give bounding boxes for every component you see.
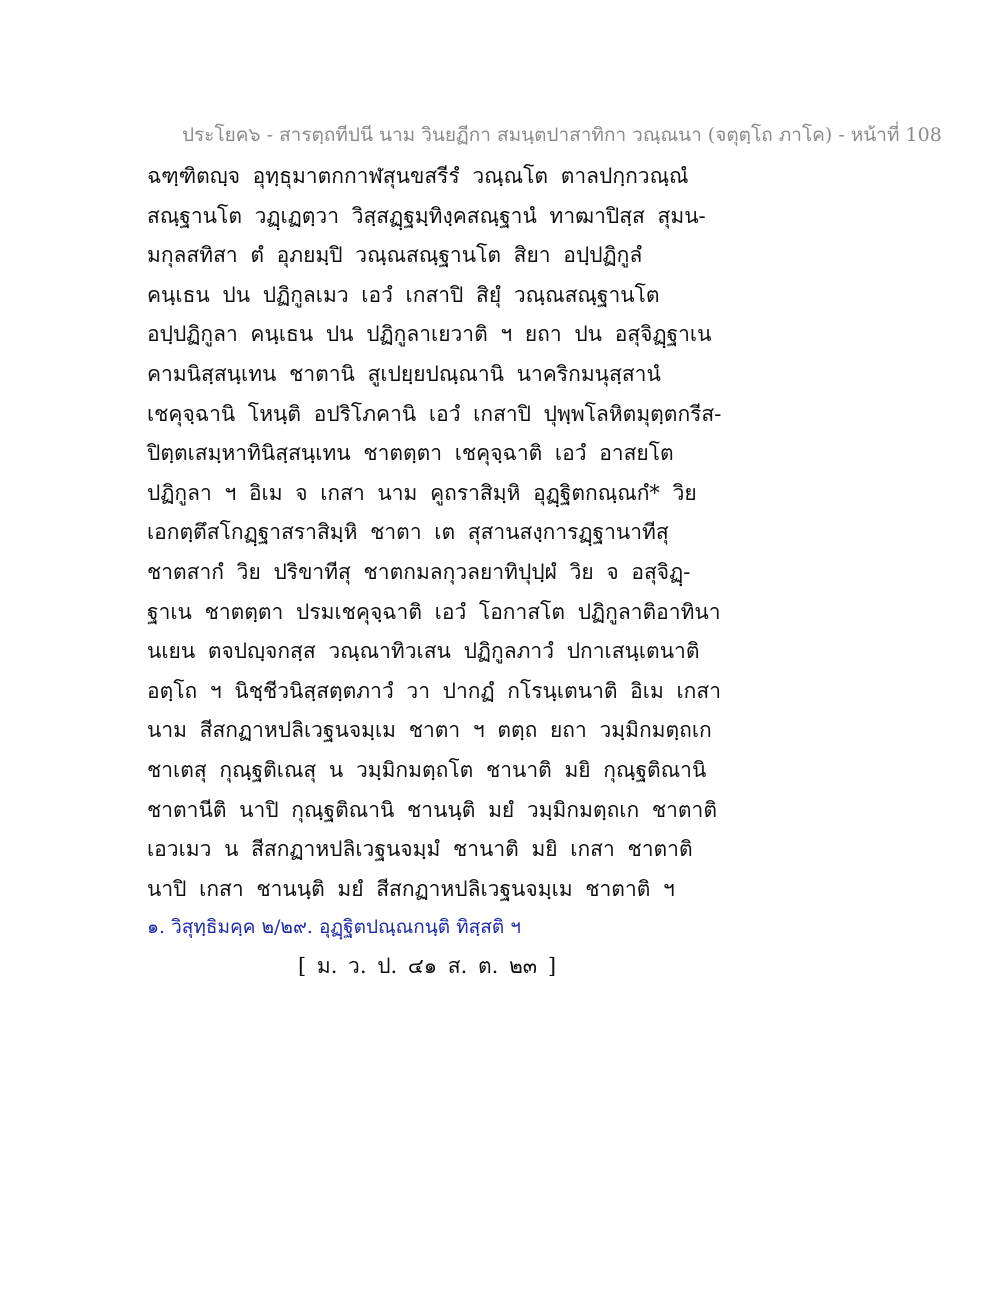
body-line: ชาตสากํ วิย ปริขาทีสุ ชาตกมลกุวลยาทิปุปฺผํ วิย จ อสุจิฏฺ- [147, 559, 691, 584]
body-line: ชาตานีติ นาปิ กุณฺฐติณานิ ชานนฺติ มยํ วมฺมิกมตฺถเก ชาตาติ [147, 797, 717, 822]
body-line: ปิตฺตเสมฺหาทินิสฺสนฺเทน ชาตตฺตา เชคุจฺฉาติ เอวํ อาสยโต [147, 441, 674, 466]
body-line: ฉฑฺฑิตญฺจ อุทฺธุมาตกกาฬสุนขสรีรํ วณฺณโต ตาลปกฺกวณฺณํ [147, 164, 689, 188]
body-line: คนฺเธน ปน ปฏิกูลเมว เอวํ เกสาปิ สิยุํ วณฺณสณฺฐานโต [147, 282, 660, 307]
body-line: สณฺฐานโต วฏฺเฏตฺวา วิสฺสฏฺฐมฺทิงฺคสณฺฐานํ ทาฒาปิสฺส สุมน- [147, 203, 706, 228]
page-header: ประโยค๖ - สารตฺถทีปนี นาม วินยฏีกา สมนฺตปาสาทิกา วณฺณนา (จตุตฺโถ ภาโค) - หน้าที่ 108 [182, 124, 942, 146]
page-reference: [ ม. ว. ป. ๔๑ ส. ต. ๒๓ ] [298, 954, 557, 978]
body-line: อปฺปฏิกูลา คนฺเธน ปน ปฏิกูลาเยวาติ ฯ ยถา ปน อสุจิฏฺฐาเน [147, 322, 712, 347]
footnote: ๑. วิสุทฺธิมคฺค ๒/๒๙. อุฏฺฐิตปณฺณกนฺติ ทิสฺสติ ฯ [147, 916, 521, 938]
body-line: อตฺโถ ฯ นิชฺชีวนิสฺสตฺตภาวํ วา ปากฏํ กโรนฺเตนาติ อิเม เกสา [147, 678, 721, 703]
body-line: นเยน ตจปญฺจกสฺส วณฺณาทิวเสน ปฏิกูลภาวํ ปกาเสนฺเตนาติ [147, 639, 700, 664]
body-line: ฐาเน ชาตตฺตา ปรมเชคุจฺฉาติ เอวํ โอกาสโต ปฏิกูลาติอาทินา [147, 599, 721, 624]
body-line: เอวเมว น สีสกฏาหปลิเวฐนจมฺมํ ชานาติ มยิ เกสา ชาตาติ [147, 837, 693, 862]
body-line: นาปิ เกสา ชานนฺติ มยํ สีสกฏาหปลิเวฐนจมฺเม ชาตาติ ฯ [147, 876, 675, 901]
body-line: ชาเตสุ กุณฺฐติเณสุ น วมฺมิกมตฺถโต ชานาติ มยิ กุณฺฐติณานิ [147, 757, 707, 782]
body-line: ปฏิกูลา ฯ อิเม จ เกสา นาม คูถราสิมฺหิ อุฏฺฐิตกณฺณกํ* วิย [147, 480, 697, 505]
body-line: นาม สีสกฏาหปลิเวฐนจมฺเม ชาตา ฯ ตตฺถ ยถา วมฺมิกมตฺถเก [147, 718, 712, 743]
body-text [147, 157, 907, 909]
body-line: เอกตฺตึสโกฏฺฐาสราสิมฺหิ ชาตา เต สุสานสงฺการฏฺฐานาทีสุ [147, 520, 669, 545]
body-line: คามนิสฺสนฺเทน ชาตานิ สูเปยฺยปณฺณานิ นาคริกมนุสฺสานํ [147, 361, 661, 386]
body-line: มกุลสทิสา ตํ อุภยมฺปิ วณฺณสณฺฐานโต สิยา อปฺปฏิกูลํ [147, 243, 643, 268]
body-line: เชคุจฺฉานิ โหนฺติ อปริโภคานิ เอวํ เกสาปิ ปุพฺพโลหิตมุตฺตกรีส- [147, 401, 722, 426]
